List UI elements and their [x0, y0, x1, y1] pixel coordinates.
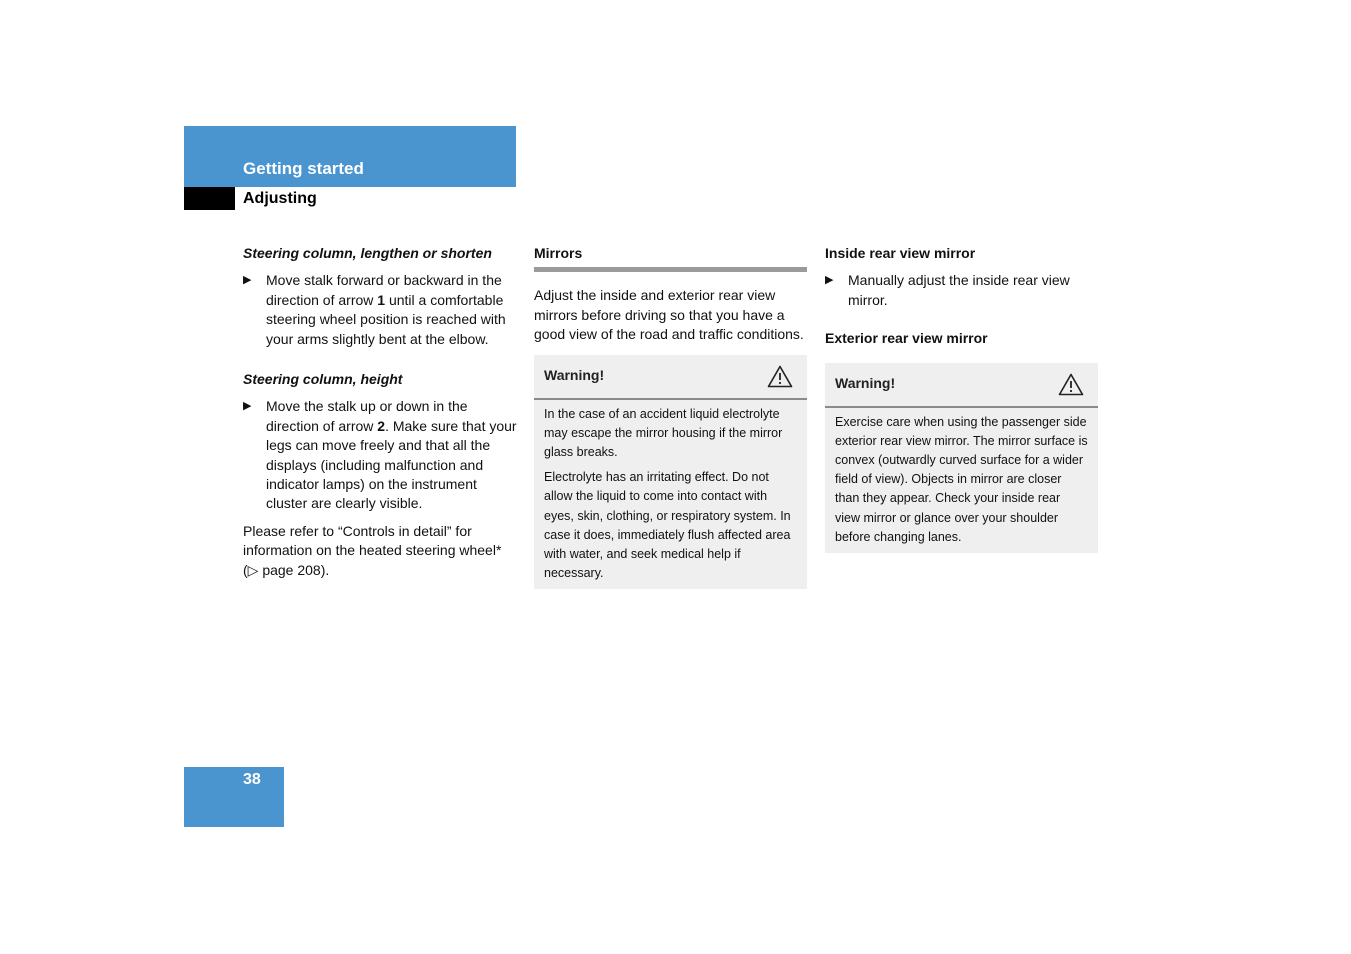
triangle-right-bullet-icon: ▶: [243, 400, 252, 413]
section-marker-tab: [184, 187, 235, 210]
heading-rule: [534, 267, 807, 272]
warning-triangle-icon: [767, 365, 793, 388]
triangle-right-bullet-icon: ▶: [243, 274, 252, 287]
bullet-text: Move stalk forward or backward in the direction of arrow 1 until a comfortable steering wheel position is reached with your arms slightly bent at the elbow.: [266, 272, 506, 347]
warning-paragraph: Exercise care when using the passenger side exterior rear view mirror. The mirror surface is convex (outwardly curved surface for a wider field of view). Objects in mirror are closer than they appear. Check your inside rear view mirror or glance over your shoulder before changing lanes.: [835, 414, 1088, 544]
warning-paragraph: Electrolyte has an irritating effect. Do not allow the liquid to come into contact with eyes, skin, clothing, or respiratory system. In case it does, immediately flush affected area with water, and seek medical help if necessary.: [544, 470, 791, 581]
page-number-box: [184, 767, 284, 827]
warning-body: [534, 400, 807, 590]
column-mirrors: [534, 244, 807, 589]
section-title: Getting started: [243, 159, 364, 178]
list-item: [825, 271, 1098, 310]
column-steering: [243, 244, 518, 588]
warning-box: [825, 363, 1098, 553]
mirrors-intro: Adjust the inside and exterior rear view mirrors before driving so that you have a good view of the road and traffic conditions.: [534, 287, 804, 343]
list-item: [243, 397, 518, 513]
heading-exterior-mirror: Exterior rear view mirror: [825, 330, 988, 347]
warning-body: [825, 408, 1098, 553]
arrow-number: 1: [377, 291, 386, 308]
heading-mirrors: Mirrors: [534, 245, 583, 261]
warning-paragraph: In the case of an accident liquid electrolyte may escape the mirror housing if the mirror glass breaks.: [544, 406, 783, 460]
heading-steering-height: Steering column, height: [243, 371, 403, 388]
bullet-text: Move the stalk up or down in the direction of arrow 2. Make sure that your legs can move freely and that all the displays (including malfunction and indicator lamps) on the instrument cluster are clearly visible.: [266, 398, 517, 512]
triangle-right-bullet-icon: ▶: [825, 274, 834, 287]
warning-title: Warning!: [835, 375, 896, 392]
warning-box: [534, 355, 807, 590]
subsection-title: Adjusting: [243, 190, 317, 207]
warning-triangle-icon: [1058, 373, 1084, 396]
heading-inside-mirror: Inside rear view mirror: [825, 245, 976, 261]
heading-steering-length: Steering column, lengthen or shorten: [243, 245, 492, 261]
warning-title: Warning!: [544, 367, 605, 384]
warning-header: [534, 355, 807, 400]
page-number: 38: [243, 771, 261, 788]
warning-header: [825, 363, 1098, 408]
list-item: [243, 271, 518, 349]
reference-paragraph: Please refer to “Controls in detail” for information on the heated steering wheel* (▷ page 208).: [243, 522, 502, 578]
column-rear-mirrors: [825, 244, 1098, 553]
arrow-number: 2: [377, 417, 386, 434]
bullet-text: Manually adjust the inside rear view mirror.: [848, 272, 1070, 308]
